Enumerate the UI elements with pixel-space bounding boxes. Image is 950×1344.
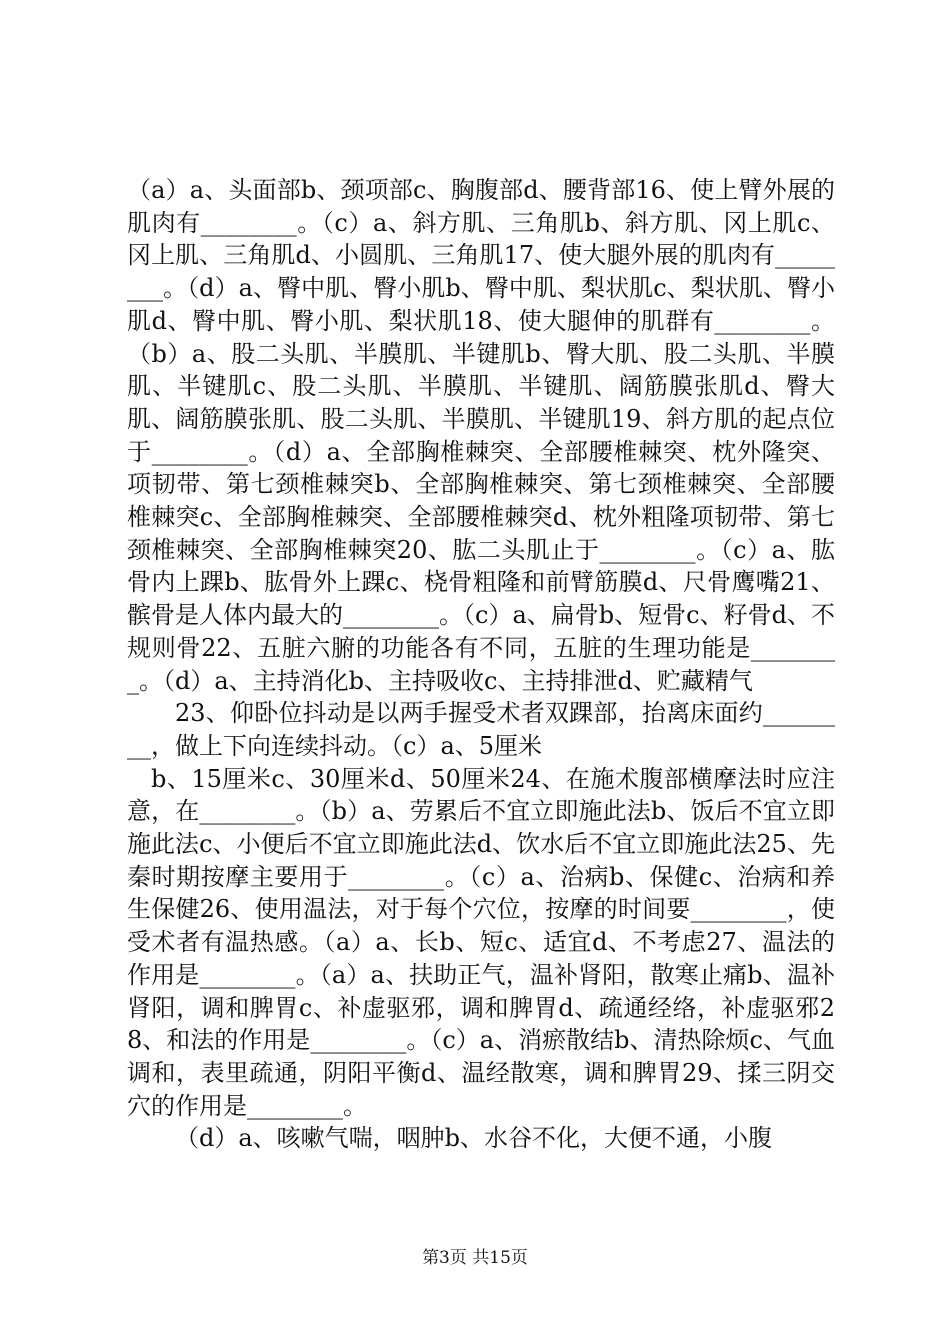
paragraph-question-23: 23、仰卧位抖动是以两手握受术者双踝部，抬离床面约________，做上下向连续抖动。（c）a、5厘米 <box>127 699 835 760</box>
paragraph-question-29-options: （d）a、咳嗽气喘，咽肿b、水谷不化，大便不通，小腹 <box>175 1124 773 1153</box>
paragraph-questions-16-22: （a）a、头面部b、颈项部c、胸腹部d、腰背部16、使上臂外展的肌肉有________。（c）a、斜方肌、三角肌b、斜方肌、冈上肌c、冈上肌、三角肌d、小圆肌、三角肌17、使大腿外展的肌肉有________。（d）a、臀中肌、臀小肌b、臀中肌、梨状肌c、梨状肌、臀小肌d、臀中肌、臀小肌、梨状肌18、使大腿伸的肌群有________。（b）a、股二头肌、半膜肌、半键肌b、臀大肌、股二头肌、半膜肌、半键肌c、股二头肌、半膜肌、半键肌、阔筋膜张肌d、臀大肌、阔筋膜张肌、股二头肌、半膜肌、半键肌19、斜方肌的起点位于________。（d）a、全部胸椎棘突、全部腰椎棘突、枕外隆突、项韧带、第七颈椎棘突b、全部胸椎棘突、第七颈椎棘突、全部腰椎棘突c、全部胸椎棘突、全部腰椎棘突d、枕外粗隆项韧带、第七颈椎棘突、全部胸椎棘突20、肱二头肌止于________。（c）a、肱骨内上踝b、肱骨外上踝c、桡骨粗隆和前臂筋膜d、尺骨鹰嘴21、髌骨是人体内最大的________。（c）a、扁骨b、短骨c、籽骨d、不规则骨22、五脏六腑的功能各有不同，五脏的生理功能是________。（d）a、主持消化b、主持吸收c、主持排泄d、贮藏精气 <box>127 176 835 695</box>
paragraph-questions-24-29: b、15厘米c、30厘米d、50厘米24、在施术腹部横摩法时应注意，在________。（b）a、劳累后不宜立即施此法b、饭后不宜立即施此法c、小便后不宜立即施此法d、饮水后不宜立即施此法25、先秦时期按摩主要用于________。（c）a、治病b、保健c、治病和养生保健26、使用温法，对于每个穴位，按摩的时间要________，使受术者有温热感。（a）a、长b、短c、适宜d、不考虑27、温法的作用是________。（a）a、扶助正气，温补肾阳，散寒止痛b、温补肾阳，调和脾胃c、补虚驱邪，调和脾胃d、疏通经络，补虚驱邪28、和法的作用是________。（c）a、消瘀散结b、清热除烦c、气血调和，表里疏通，阴阳平衡d、温经散寒，调和脾胃29、揉三阴交穴的作用是________。 <box>127 764 835 1120</box>
document-body <box>127 174 835 1155</box>
page-number-footer: 第3页 共15页 <box>422 1248 528 1268</box>
